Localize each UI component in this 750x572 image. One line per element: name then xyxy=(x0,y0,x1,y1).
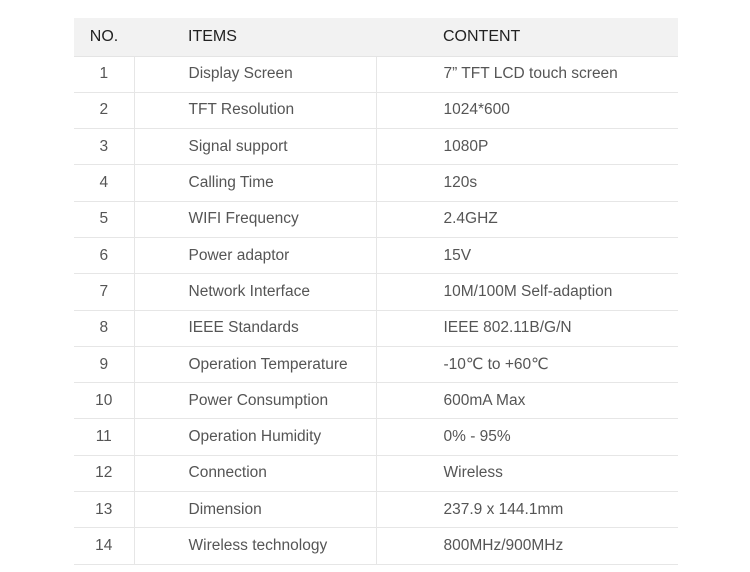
header-no: NO. xyxy=(74,18,134,56)
header-items: ITEMS xyxy=(134,18,376,56)
row-item: Power adaptor xyxy=(134,237,376,273)
row-content: -10℃ to +60℃ xyxy=(376,346,678,382)
row-content: IEEE 802.11B/G/N xyxy=(376,310,678,346)
table-row xyxy=(74,92,678,128)
row-item: Signal support xyxy=(134,129,376,165)
row-content: Wireless xyxy=(376,455,678,491)
row-item: WIFI Frequency xyxy=(134,201,376,237)
row-content: 120s xyxy=(376,165,678,201)
row-content: 1024*600 xyxy=(376,92,678,128)
table-body xyxy=(74,56,678,564)
row-item: Connection xyxy=(134,455,376,491)
table-row xyxy=(74,56,678,92)
row-number: 13 xyxy=(74,492,134,528)
row-content: 800MHz/900MHz xyxy=(376,528,678,564)
row-number: 7 xyxy=(74,274,134,310)
row-item: Calling Time xyxy=(134,165,376,201)
table-row xyxy=(74,129,678,165)
row-number: 11 xyxy=(74,419,134,455)
row-item: IEEE Standards xyxy=(134,310,376,346)
table-row xyxy=(74,310,678,346)
row-number: 5 xyxy=(74,201,134,237)
table-row xyxy=(74,346,678,382)
table-row xyxy=(74,237,678,273)
row-number: 2 xyxy=(74,92,134,128)
row-content: 15V xyxy=(376,237,678,273)
row-item: Display Screen xyxy=(134,56,376,92)
header-row xyxy=(74,18,678,56)
table-row xyxy=(74,274,678,310)
row-number: 9 xyxy=(74,346,134,382)
row-number: 10 xyxy=(74,383,134,419)
row-content: 237.9 x 144.1mm xyxy=(376,492,678,528)
row-content: 10M/100M Self-adaption xyxy=(376,274,678,310)
row-number: 12 xyxy=(74,455,134,491)
header-content: CONTENT xyxy=(376,18,678,56)
row-number: 14 xyxy=(74,528,134,564)
table-row xyxy=(74,383,678,419)
table-row xyxy=(74,165,678,201)
row-number: 4 xyxy=(74,165,134,201)
row-content: 2.4GHZ xyxy=(376,201,678,237)
table-row xyxy=(74,492,678,528)
table-header xyxy=(74,18,678,56)
row-number: 1 xyxy=(74,56,134,92)
row-content: 7” TFT LCD touch screen xyxy=(376,56,678,92)
row-item: Power Consumption xyxy=(134,383,376,419)
row-content: 600mA Max xyxy=(376,383,678,419)
table-row xyxy=(74,419,678,455)
table-row xyxy=(74,455,678,491)
row-content: 1080P xyxy=(376,129,678,165)
spec-table xyxy=(74,18,678,565)
row-number: 8 xyxy=(74,310,134,346)
row-item: Operation Temperature xyxy=(134,346,376,382)
row-item: Network Interface xyxy=(134,274,376,310)
table-row xyxy=(74,528,678,564)
row-item: Dimension xyxy=(134,492,376,528)
table-row xyxy=(74,201,678,237)
row-item: Wireless technology xyxy=(134,528,376,564)
row-item: TFT Resolution xyxy=(134,92,376,128)
row-number: 3 xyxy=(74,129,134,165)
row-content: 0% - 95% xyxy=(376,419,678,455)
row-item: Operation Humidity xyxy=(134,419,376,455)
row-number: 6 xyxy=(74,237,134,273)
